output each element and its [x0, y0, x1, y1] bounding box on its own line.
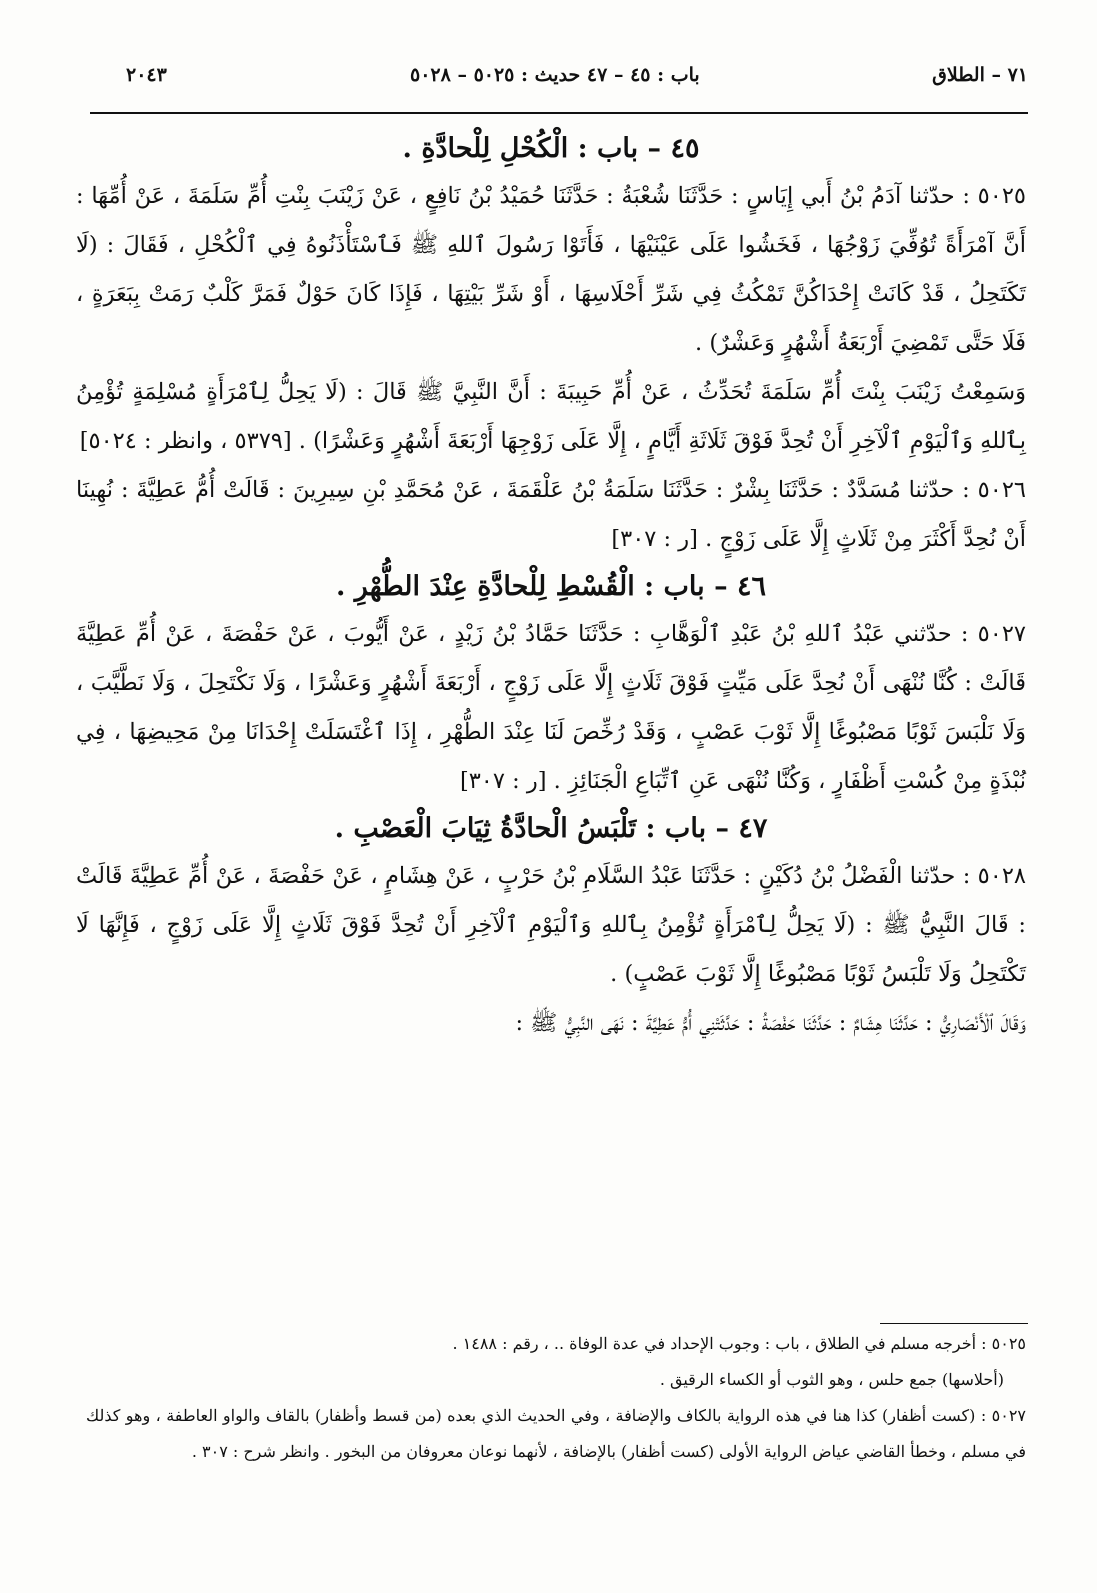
footnote-5027: ٥٠٢٧ : (كست أظفار) كذا هنا في هذه الرواية بالكاف والإضافة ، وفي الحديث الذي بعده (من قسط وأظفار) بالقاف والواو العاطفة ، وهو كذلك في مسلم ، وخطأ القاضي عياض الرواية الأولى (كست أظفار) بالإضافة ، لأنهما نوعان معروفان من البخور . وانظر شرح : ٣٠٧ . — [86, 1406, 1026, 1461]
bab-47-title: ٤٧ – باب : تَلْبَسُ الْحادَّةُ ثِيَابَ الْعَصْبِ . — [334, 813, 768, 844]
header-rule — [90, 112, 1028, 114]
hadith-5027: ٥٠٢٧ : حدّثني عَبْدُ ٱللهِ بْنُ عَبْدِ ٱلْوَهَّابِ : حَدَّثَنَا حَمَّادُ بْنُ زَيْدٍ ، عَنْ أَيُّوبَ ، عَنْ حَفْصَةَ ، عَنْ أُمِّ عَطِيَّةَ قَالَتْ : كُنَّا نُنْهَى أَنْ نُحِدَّ عَلَى مَيِّتٍ فَوْقَ ثَلَاثٍ إِلَّا عَلَى زَوْجٍ ، أَرْبَعَةَ أَشْهُرٍ وَعَشْرًا ، وَلَا نَكْتَحِلَ ، وَلَا نَطَّيَّبَ ، وَلَا نَلْبَسَ ثَوْبًا مَصْبُوغًا إِلَّا ثَوْبَ عَصْبٍ ، وَقَدْ رُخِّصَ لَنَا عِنْدَ الطُّهْرِ ، إِذَا ٱغْتَسَلَتْ إِحْدَانَا مِنْ مَحِيضِهَا ، فِي نُبْذَةٍ مِنْ كُسْتِ أَظْفَارٍ ، وَكُنَّا نُنْهَى عَنِ ٱتِّبَاعِ الْجَنَائِزِ . [ر : ٣٠٧] — [76, 621, 1026, 794]
running-header — [110, 58, 1028, 98]
hadith-5026: ٥٠٢٦ : حدّثنا مُسَدَّدٌ : حَدَّثَنَا بِشْرٌ : حَدَّثَنَا سَلَمَةُ بْنُ عَلْقَمَةَ ، عَنْ مُحَمَّدِ بْنِ سِيرِينَ : قَالَتْ أُمُّ عَطِيَّةَ : نُهِينَا أَنْ نُحِدَّ أَكْثَرَ مِنْ ثَلَاثٍ إِلَّا عَلَى زَوْجٍ . [ر : ٣٠٧] — [76, 477, 1026, 552]
hadith-5025-continued: وَسَمِعْتُ زَيْنَبَ بِنْتَ أُمِّ سَلَمَةَ تُحَدِّثُ ، عَنْ أُمِّ حَبِيبَةَ : أَنَّ النَّبِيَّ ﷺ قَالَ : (لَا يَحِلُّ لِٱمْرَأَةٍ مُسْلِمَةٍ تُؤْمِنُ بِٱللهِ وَٱلْيَوْمِ ٱلْآخِرِ أَنْ تُحِدَّ فَوْقَ ثَلَاثَةِ أَيَّامٍ ، إِلَّا عَلَى زَوْجِهَا أَرْبَعَةَ أَشْهُرٍ وَعَشْرًا) . [٥٣٧٩ ، وانظر : ٥٠٢٤] — [76, 379, 1026, 454]
footnotes — [86, 1326, 1026, 1470]
section-references: باب : ٤٥ – ٤٧ حديث : ٥٠٢٥ – ٥٠٢٨ — [410, 64, 700, 86]
hadith-5025: ٥٠٢٥ : حدّثنا آدَمُ بْنُ أَبي إِيَاسٍ : حَدَّثَنَا شُعْبَةُ : حَدَّثَنَا حُمَيْدُ بْنُ نَافِعٍ ، عَنْ زَيْنَبَ بِنْتِ أُمِّ سَلَمَةَ ، عَنْ أُمِّهَا : أَنَّ آمْرَأَةً تُوُفِّيَ زَوْجُهَا ، فَخَشُوا عَلَى عَيْنَيْهَا ، فَأَتَوْا رَسُولَ ٱللهِ ﷺ فَٱسْتَأْذَنُوهُ فِي ٱلْكُحْلِ ، فَقَالَ : (لَا تَكَتَحِلُ ، قَدْ كَانَتْ إِحْدَاكُنَّ تَمْكُثُ فِي شَرِّ أَحْلَاسِهَا ، أَوْ شَرِّ بَيْتِهَا ، فَإِذَا كَانَ حَوْلٌ فَمَرَّ كَلْبٌ رَمَتْ بِبَعَرَةٍ ، فَلَا حَتَّى تَمْضِيَ أَرْبَعَةُ أَشْهُرٍ وَعَشْرٌ) . — [76, 183, 1026, 356]
footnote-separator — [880, 1323, 1028, 1324]
page-number: ٢٠٤٣ — [126, 64, 167, 86]
hadith-5028: ٥٠٢٨ : حدّثنا الْفَضْلُ بْنُ دُكَيْنٍ : حَدَّثَنَا عَبْدُ السَّلَامِ بْنُ حَرْبٍ ، عَنْ هِشَامٍ ، عَنْ حَفْصَةَ ، عَنْ أُمِّ عَطِيَّةَ قَالَتْ : قَالَ النَّبِيُّ ﷺ : (لَا يَحِلُّ لِٱمْرَأَةٍ تُؤْمِنُ بِٱللهِ وَٱلْيَوْمِ ٱلْآخِرِ أَنْ تُحِدَّ فَوْقَ ثَلَاثٍ إِلَّا عَلَى زَوْجٍ ، فَإِنَّهَا لَا تَكْتَحِلُ وَلَا تَلْبَسُ ثَوْبًا مَصْبُوغًا إِلَّا ثَوْبَ عَصْبٍ) . — [76, 863, 1026, 987]
chapter-title: ٧١ – الطلاق — [932, 64, 1028, 86]
bab-45-title: ٤٥ – باب : الْكُحْلِ لِلْحادَّةِ . — [402, 133, 700, 164]
hadith-5028-ansari: وَقَالَ ٱلْأَنْصَارِيُّ : حَدَّثَنَا هِشَامٌ : حَدَّثَنَا حَفْصَةُ : حَدَّثَتْنِي أُمُّ عَطِيَّةَ : نَهَى النَّبِيُّ ﷺ : — [515, 1010, 1026, 1036]
main-text — [76, 130, 1026, 1048]
footnote-ahlas: (أحلاسها) جمع حلس ، وهو الثوب أو الكساء الرقيق . — [659, 1370, 1004, 1389]
footnote-5025: ٥٠٢٥ : أخرجه مسلم في الطلاق ، باب : وجوب الإحداد في عدة الوفاة .. ، رقم : ١٤٨٨ . — [452, 1334, 1026, 1353]
bab-46-title: ٤٦ – باب : الْقُسْطِ لِلْحادَّةِ عِنْدَ الطُّهْرِ . — [336, 571, 766, 602]
